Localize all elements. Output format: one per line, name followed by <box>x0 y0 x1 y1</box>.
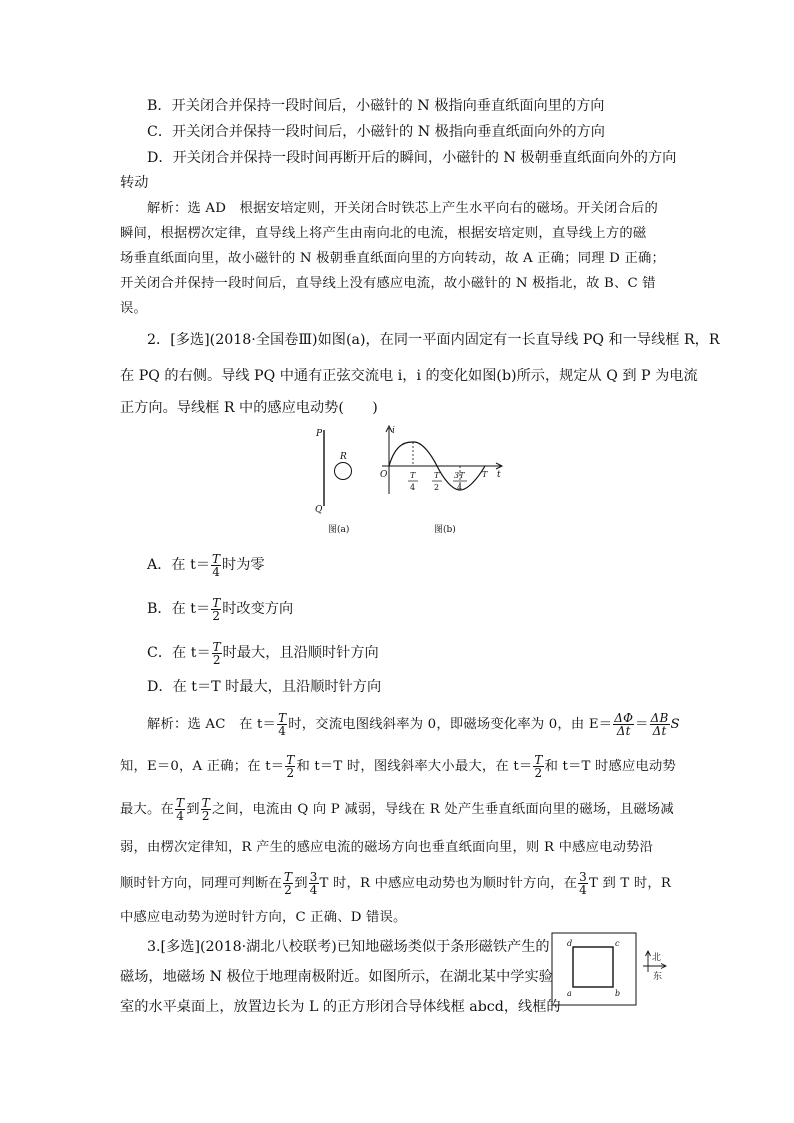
q2-solution-line3: 最大。在 $\frac{T}{4}$ 到 $\frac{T}{2}$ 之间，电流由 Q 向 P 减弱，导线在 R 处产生垂直纸面向里的磁场，且磁场减 <box>120 796 674 823</box>
tick-t1-den: 4 <box>410 483 416 492</box>
label-a: a <box>567 989 572 998</box>
figure-a <box>300 422 380 540</box>
label-b: b <box>615 989 621 998</box>
figure-q3 <box>551 932 683 1010</box>
caption-b: 图(b) <box>434 525 456 535</box>
label-q: Q <box>315 505 323 515</box>
tick-t2: T <box>434 471 440 480</box>
q2-solution-line4: 弱，由楞次定律知，R 产生的感应电流的磁场方向也垂直纸面向里，则 R 中感应电动势沿 <box>120 840 654 855</box>
tick-t3: 3T <box>454 471 465 480</box>
q2-stem-line1: 2．[多选](2018·全国卷Ⅲ)如图(a)，在同一平面内固定有一长直导线 PQ 和一导线框 R，R <box>147 332 720 348</box>
q1-solution-line2: 瞬间，根据楞次定律，直导线上将产生由南向北的电流，根据安培定则，直导线上方的磁 <box>120 226 647 241</box>
q2-stem-line3: 正方向。导线框 R 中的感应电动势( ) <box>120 400 378 416</box>
q3-stem-line3: 室的水平桌面上，放置边长为 L 的正方形闭合导体线框 abcd，线框的 <box>120 999 561 1015</box>
label-t: t <box>497 470 501 480</box>
table-outline <box>552 933 636 1005</box>
tick-t1: T <box>410 471 416 480</box>
tick-t3-den: 4 <box>457 483 463 492</box>
q1-solution-line3: 场垂直纸面向里，故小磁针的 N 极朝垂直纸面向里的方向转动，故 A 正确；同理 D 正确； <box>120 251 665 266</box>
label-c: c <box>615 939 620 948</box>
q2-solution-line2: 知，E＝0，A 正确；在 t＝ $\frac{T}{2}$ 和 t＝T 时，图线斜率大小最大，在 t＝ $\frac{T}{2}$ 和 t＝T 时感应电动势 <box>120 753 677 780</box>
label-north: 北 <box>652 953 662 963</box>
q2-solution-line5: 顺时针方向，同理可判断在 $\frac{T}{2}$ 到 $\frac{3}{4}$ T 时，R 中感应电动势也为顺时针方向，在 $\frac{3}{4}$ T 到 T 时，R <box>120 870 672 897</box>
q2-option-c: C．在 t＝ $\frac{T}{2}$ 时最大，且沿顺时针方向 <box>147 639 379 667</box>
q3-stem-line2: 磁场，地磁场 N 极位于地理南极附近。如图所示，在湖北某中学实验 <box>120 969 553 985</box>
q1-option-c: C．开关闭合并保持一段时间后，小磁针的 N 极指向垂直纸面向外的方向 <box>147 124 605 140</box>
label-o: O <box>380 470 388 480</box>
label-east: 东 <box>653 972 663 982</box>
q1-option-b: B．开关闭合并保持一段时间后，小磁针的 N 极指向垂直纸面向里的方向 <box>147 98 605 114</box>
label-r: R <box>340 452 347 462</box>
caption-a: 图(a) <box>328 525 350 535</box>
q1-option-d-line2: 转动 <box>120 175 149 191</box>
figure-b <box>374 422 514 540</box>
q2-option-d: D．在 t＝T 时最大，且沿顺时针方向 <box>147 679 382 695</box>
q2-option-a: A．在 t＝ $\frac{T}{4}$ 时为零 <box>147 551 265 579</box>
q2-solution-line1: 解析：选 AC 在 t＝ $\frac{T}{4}$ 时，交流电图线斜率为 0，即磁场变化率为 0，由 E＝ $\frac{\Delta\Phi}{\Delta t}$ ＝ $\frac{\Delta B}{\Delta t}$ S <box>147 711 680 738</box>
q3-stem-line1: 3.[多选](2018·湖北八校联考)已知地磁场类似于条形磁铁产生的 <box>147 939 550 955</box>
q2-stem-line2: 在 PQ 的右侧。导线 PQ 中通有正弦交流电 i，i 的变化如图(b)所示，规定从 Q 到 P 为电流 <box>120 368 698 384</box>
coil-r <box>335 463 352 480</box>
q1-solution-line4: 开关闭合并保持一段时间后，直导线上没有感应电流，故小磁针的 N 极指北，故 B、C 错 <box>120 276 656 291</box>
label-i: i <box>392 426 395 436</box>
tick-t2-den: 2 <box>434 483 440 492</box>
label-d: d <box>567 939 573 948</box>
q1-solution-line1: 解析：选 AD 根据安培定则，开关闭合时铁芯上产生水平向右的磁场。开关闭合后的 <box>147 201 658 216</box>
tick-t4: T <box>482 470 488 479</box>
q2-solution-line6: 中感应电动势为逆时针方向，C 正确、D 错误。 <box>120 910 407 925</box>
square-coil <box>573 947 613 987</box>
q1-solution-line5: 误。 <box>120 301 147 316</box>
label-p: P <box>316 429 323 439</box>
q1-option-d-line1: D．开关闭合并保持一段时间再断开后的瞬间，小磁针的 N 极朝垂直纸面向外的方向 <box>147 150 677 166</box>
q2-option-b: B．在 t＝ $\frac{T}{2}$ 时改变方向 <box>147 595 294 623</box>
